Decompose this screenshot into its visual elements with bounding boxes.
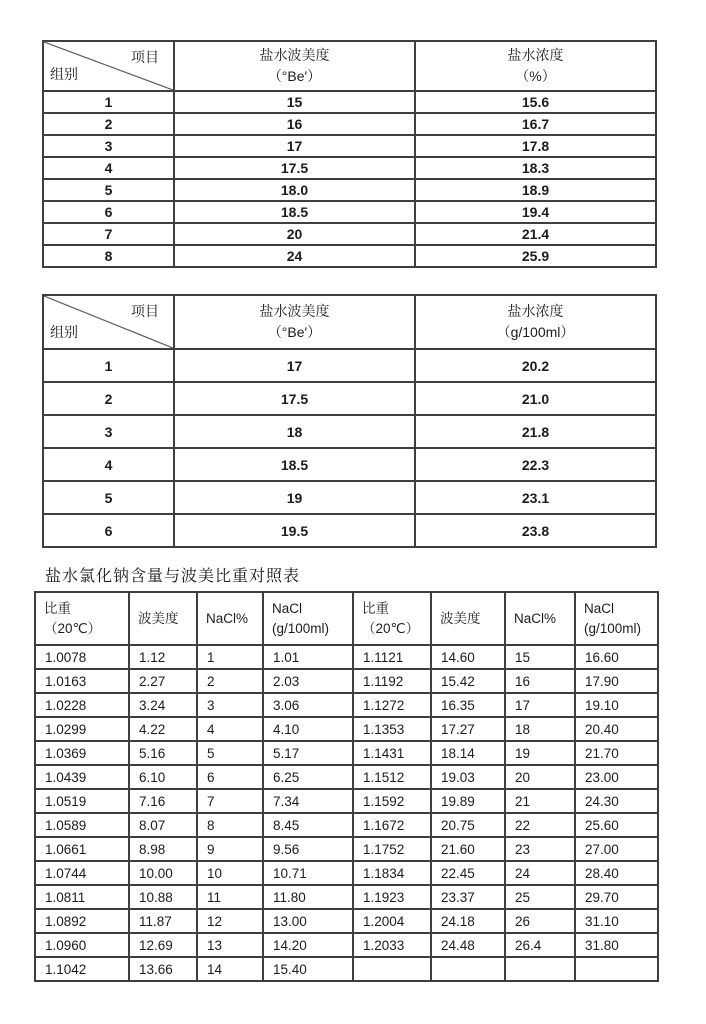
value-cell: 16 <box>505 669 575 693</box>
table3-header-cell <box>263 592 353 645</box>
table1-row <box>43 223 656 245</box>
group-cell: 3 <box>43 415 174 448</box>
group-baume-percent-table <box>42 40 657 268</box>
group-baume-g100ml-table <box>42 294 657 548</box>
value-cell: 31.10 <box>575 909 658 933</box>
value-cell: 1 <box>197 645 263 669</box>
group-cell: 5 <box>43 179 174 201</box>
value-cell: 20.40 <box>575 717 658 741</box>
table1-row <box>43 179 656 201</box>
column-title: 盐水波美度 <box>259 47 330 63</box>
table3-row <box>35 837 658 861</box>
table2-row <box>43 448 656 481</box>
value-cell: 14.60 <box>431 645 505 669</box>
value-cell: 5 <box>197 741 263 765</box>
table3-row <box>35 693 658 717</box>
value-cell: 7.34 <box>263 789 353 813</box>
concentration-cell: 25.9 <box>415 245 656 267</box>
value-cell: 9 <box>197 837 263 861</box>
value-cell: 10 <box>197 861 263 885</box>
table2-col-concentration <box>415 295 656 349</box>
value-cell: 1.0228 <box>35 693 129 717</box>
column-unit: （%） <box>515 68 556 84</box>
value-cell: 1.1923 <box>353 885 431 909</box>
value-cell: 3 <box>197 693 263 717</box>
baume-cell: 18.5 <box>174 448 415 481</box>
value-cell: 11 <box>197 885 263 909</box>
table1-col-concentration <box>415 41 656 91</box>
group-cell: 8 <box>43 245 174 267</box>
value-cell: 8.07 <box>129 813 197 837</box>
value-cell: 1.1512 <box>353 765 431 789</box>
value-cell: 10.88 <box>129 885 197 909</box>
value-cell: 3.06 <box>263 693 353 717</box>
concentration-cell: 20.2 <box>415 349 656 382</box>
table3-title: 盐水氯化钠含量与波美比重对照表 <box>45 568 301 585</box>
value-cell: 2 <box>197 669 263 693</box>
value-cell: 19 <box>505 741 575 765</box>
table1-row <box>43 201 656 223</box>
value-cell: 1.1042 <box>35 957 129 981</box>
table3-header-cell <box>35 592 129 645</box>
concentration-cell: 21.4 <box>415 223 656 245</box>
table3-header-cell <box>197 592 263 645</box>
header-line1: 比重 <box>44 600 71 616</box>
table3-header-row <box>35 592 658 645</box>
value-cell: 1.0519 <box>35 789 129 813</box>
value-cell: 26 <box>505 909 575 933</box>
table3-row <box>35 645 658 669</box>
value-cell: 1.0892 <box>35 909 129 933</box>
value-cell: 13.66 <box>129 957 197 981</box>
value-cell: 24.18 <box>431 909 505 933</box>
column-title: 盐水波美度 <box>259 303 330 319</box>
group-cell: 4 <box>43 448 174 481</box>
column-title: 盐水浓度 <box>507 47 564 63</box>
value-cell: 24.48 <box>431 933 505 957</box>
value-cell: 16.35 <box>431 693 505 717</box>
value-cell: 18 <box>505 717 575 741</box>
table3-row <box>35 789 658 813</box>
value-cell: 25.60 <box>575 813 658 837</box>
value-cell: 2.03 <box>263 669 353 693</box>
value-cell: 5.17 <box>263 741 353 765</box>
corner-label-item: 项目 <box>131 303 159 319</box>
table3-row <box>35 717 658 741</box>
value-cell: 23 <box>505 837 575 861</box>
value-cell: 12.69 <box>129 933 197 957</box>
value-cell: 1.0369 <box>35 741 129 765</box>
value-cell: 20.75 <box>431 813 505 837</box>
value-cell: 17 <box>505 693 575 717</box>
value-cell: 4.22 <box>129 717 197 741</box>
value-cell: 7 <box>197 789 263 813</box>
table3-row <box>35 741 658 765</box>
value-cell: 1.0299 <box>35 717 129 741</box>
value-cell: 19.89 <box>431 789 505 813</box>
column-title: 盐水浓度 <box>507 303 564 319</box>
header-line1: NaCl% <box>206 610 249 626</box>
table2-corner-cell <box>43 295 174 349</box>
table1-row <box>43 245 656 267</box>
baume-cell: 16 <box>174 113 415 135</box>
value-cell: 1.0589 <box>35 813 129 837</box>
concentration-cell: 15.6 <box>415 91 656 113</box>
value-cell: 1.1272 <box>353 693 431 717</box>
value-cell: 1.1592 <box>353 789 431 813</box>
table2-row <box>43 349 656 382</box>
column-unit: （°Be′） <box>267 68 322 84</box>
value-cell: 19.03 <box>431 765 505 789</box>
baume-cell: 18.5 <box>174 201 415 223</box>
table1-row <box>43 91 656 113</box>
value-cell: 22 <box>505 813 575 837</box>
value-cell: 1.1752 <box>353 837 431 861</box>
table3-header-cell <box>129 592 197 645</box>
table1-corner-cell <box>43 41 174 91</box>
value-cell: 19.10 <box>575 693 658 717</box>
value-cell: 11.80 <box>263 885 353 909</box>
value-cell: 1.0439 <box>35 765 129 789</box>
value-cell: 14 <box>197 957 263 981</box>
group-cell: 2 <box>43 382 174 415</box>
concentration-cell: 16.7 <box>415 113 656 135</box>
value-cell <box>431 957 505 981</box>
baume-cell: 24 <box>174 245 415 267</box>
value-cell: 31.80 <box>575 933 658 957</box>
header-line1: NaCl% <box>514 610 557 626</box>
concentration-cell: 21.8 <box>415 415 656 448</box>
baume-cell: 18.0 <box>174 179 415 201</box>
value-cell <box>505 957 575 981</box>
value-cell: 1.12 <box>129 645 197 669</box>
value-cell: 13 <box>197 933 263 957</box>
value-cell: 1.1834 <box>353 861 431 885</box>
value-cell: 4.10 <box>263 717 353 741</box>
value-cell: 6.25 <box>263 765 353 789</box>
column-unit: （°Be′） <box>267 324 322 340</box>
value-cell: 1.0078 <box>35 645 129 669</box>
value-cell <box>353 957 431 981</box>
table2-header-row <box>43 295 656 349</box>
value-cell: 23.00 <box>575 765 658 789</box>
value-cell: 21.60 <box>431 837 505 861</box>
value-cell: 15.42 <box>431 669 505 693</box>
group-cell: 1 <box>43 349 174 382</box>
corner-label-group: 组别 <box>50 66 78 82</box>
baume-cell: 15 <box>174 91 415 113</box>
baume-cell: 19 <box>174 481 415 514</box>
table1-col-baume <box>174 41 415 91</box>
corner-label-item: 项目 <box>131 49 159 65</box>
table3-row <box>35 957 658 981</box>
value-cell: 15 <box>505 645 575 669</box>
table3-header-cell <box>575 592 658 645</box>
header-line2: (g/100ml) <box>584 620 642 636</box>
value-cell: 10.00 <box>129 861 197 885</box>
value-cell: 14.20 <box>263 933 353 957</box>
baume-cell: 17.5 <box>174 157 415 179</box>
baume-cell: 19.5 <box>174 514 415 547</box>
concentration-cell: 18.3 <box>415 157 656 179</box>
baume-cell: 17.5 <box>174 382 415 415</box>
table1-header-row <box>43 41 656 91</box>
value-cell: 1.0661 <box>35 837 129 861</box>
value-cell: 7.16 <box>129 789 197 813</box>
concentration-cell: 21.0 <box>415 382 656 415</box>
value-cell: 1.1353 <box>353 717 431 741</box>
value-cell: 21 <box>505 789 575 813</box>
value-cell: 1.2033 <box>353 933 431 957</box>
table1-row <box>43 113 656 135</box>
group-cell: 5 <box>43 481 174 514</box>
value-cell: 8.98 <box>129 837 197 861</box>
column-unit: （g/100ml） <box>496 324 575 340</box>
concentration-cell: 17.8 <box>415 135 656 157</box>
table2-col-baume <box>174 295 415 349</box>
value-cell: 1.1672 <box>353 813 431 837</box>
group-cell: 2 <box>43 113 174 135</box>
table3-row <box>35 765 658 789</box>
value-cell: 8.45 <box>263 813 353 837</box>
table3-row <box>35 669 658 693</box>
header-line2: （20℃） <box>44 620 102 636</box>
value-cell: 2.27 <box>129 669 197 693</box>
value-cell: 18.14 <box>431 741 505 765</box>
group-cell: 7 <box>43 223 174 245</box>
baume-cell: 17 <box>174 349 415 382</box>
table3-row <box>35 861 658 885</box>
value-cell: 23.37 <box>431 885 505 909</box>
header-line1: NaCl <box>584 600 615 616</box>
value-cell: 28.40 <box>575 861 658 885</box>
header-line1: 比重 <box>362 600 389 616</box>
value-cell: 1.0811 <box>35 885 129 909</box>
value-cell: 9.56 <box>263 837 353 861</box>
value-cell: 13.00 <box>263 909 353 933</box>
value-cell: 8 <box>197 813 263 837</box>
table3-header-cell <box>431 592 505 645</box>
header-line1: 波美度 <box>138 610 179 626</box>
table3-header-cell <box>505 592 575 645</box>
concentration-cell: 23.8 <box>415 514 656 547</box>
value-cell: 20 <box>505 765 575 789</box>
concentration-cell: 19.4 <box>415 201 656 223</box>
table2-row <box>43 382 656 415</box>
value-cell: 1.2004 <box>353 909 431 933</box>
concentration-cell: 23.1 <box>415 481 656 514</box>
group-cell: 6 <box>43 201 174 223</box>
value-cell: 1.1121 <box>353 645 431 669</box>
value-cell: 1.0163 <box>35 669 129 693</box>
table2-row <box>43 481 656 514</box>
value-cell: 12 <box>197 909 263 933</box>
baume-cell: 17 <box>174 135 415 157</box>
nacl-baume-density-table <box>34 591 659 982</box>
value-cell: 6.10 <box>129 765 197 789</box>
value-cell: 5.16 <box>129 741 197 765</box>
value-cell: 16.60 <box>575 645 658 669</box>
value-cell: 21.70 <box>575 741 658 765</box>
table2-row <box>43 514 656 547</box>
group-cell: 6 <box>43 514 174 547</box>
table3-header-cell <box>353 592 431 645</box>
value-cell: 1.1192 <box>353 669 431 693</box>
value-cell: 11.87 <box>129 909 197 933</box>
value-cell: 17.90 <box>575 669 658 693</box>
value-cell: 24 <box>505 861 575 885</box>
concentration-cell: 22.3 <box>415 448 656 481</box>
value-cell: 1.01 <box>263 645 353 669</box>
value-cell: 4 <box>197 717 263 741</box>
table2-row <box>43 415 656 448</box>
value-cell: 27.00 <box>575 837 658 861</box>
value-cell: 17.27 <box>431 717 505 741</box>
table1-row <box>43 135 656 157</box>
group-cell: 4 <box>43 157 174 179</box>
value-cell: 1.0744 <box>35 861 129 885</box>
table3-row <box>35 933 658 957</box>
group-cell: 1 <box>43 91 174 113</box>
value-cell: 29.70 <box>575 885 658 909</box>
value-cell: 1.0960 <box>35 933 129 957</box>
group-cell: 3 <box>43 135 174 157</box>
value-cell <box>575 957 658 981</box>
value-cell: 1.1431 <box>353 741 431 765</box>
concentration-cell: 18.9 <box>415 179 656 201</box>
baume-cell: 20 <box>174 223 415 245</box>
header-line1: 波美度 <box>440 610 481 626</box>
table3-row <box>35 909 658 933</box>
value-cell: 6 <box>197 765 263 789</box>
table3-row <box>35 813 658 837</box>
table1-row <box>43 157 656 179</box>
header-line2: （20℃） <box>362 620 420 636</box>
value-cell: 24.30 <box>575 789 658 813</box>
header-line1: NaCl <box>272 600 303 616</box>
table3-row <box>35 885 658 909</box>
value-cell: 3.24 <box>129 693 197 717</box>
value-cell: 26.4 <box>505 933 575 957</box>
value-cell: 25 <box>505 885 575 909</box>
baume-cell: 18 <box>174 415 415 448</box>
header-line2: (g/100ml) <box>272 620 330 636</box>
value-cell: 15.40 <box>263 957 353 981</box>
corner-label-group: 组别 <box>50 324 78 340</box>
value-cell: 22.45 <box>431 861 505 885</box>
value-cell: 10.71 <box>263 861 353 885</box>
